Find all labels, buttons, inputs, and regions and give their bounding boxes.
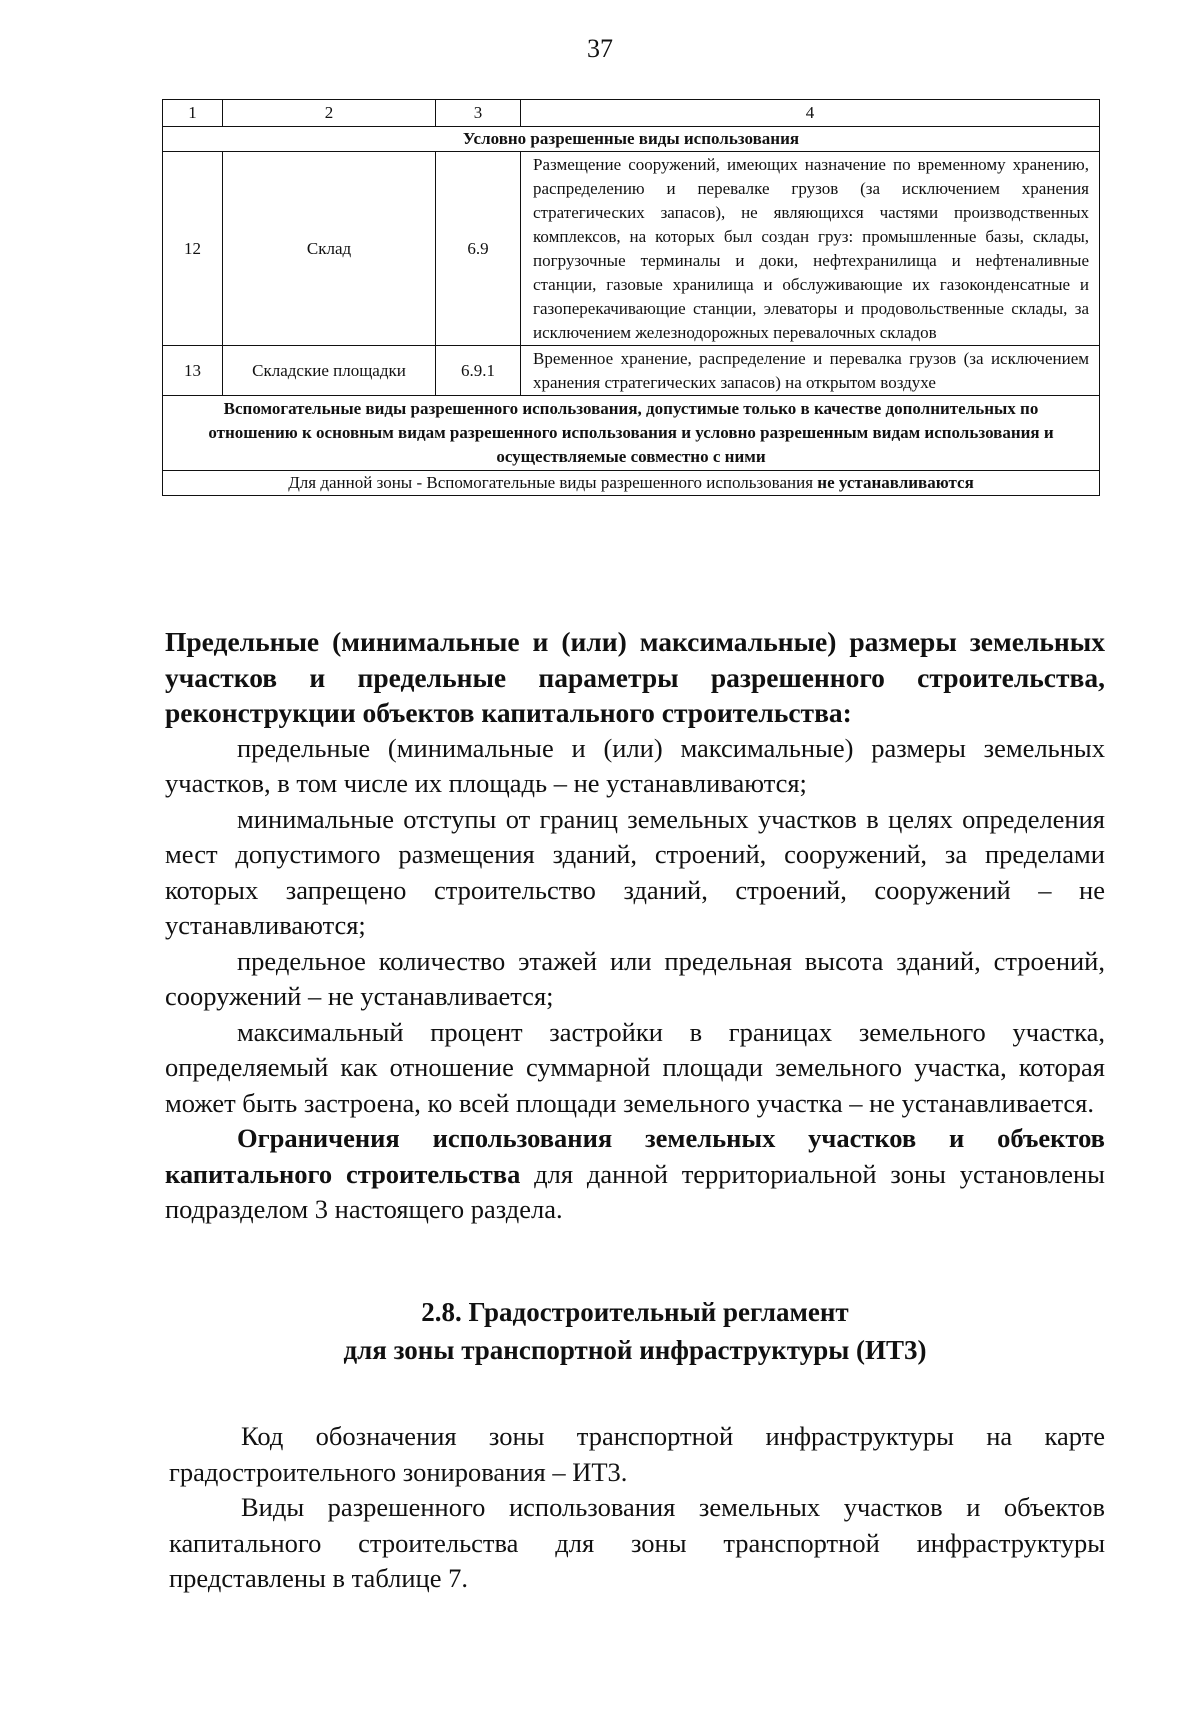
permitted-uses-table bbox=[162, 99, 1100, 496]
page-number: 37 bbox=[587, 34, 613, 63]
restrictions-rest: для данной территориальной зоны установлены подразделом 3 настоящего раздела. bbox=[165, 1158, 1105, 1224]
restrictions-bold: Ограничения использования земельных участков и объектов капитального строительства bbox=[165, 1123, 1105, 1189]
table-header-row bbox=[163, 100, 1100, 127]
section-title-line-2: для зоны транспортной инфраструктуры (ИТ3) bbox=[343, 1335, 927, 1365]
header-col-1: 1 bbox=[163, 100, 223, 127]
auxiliary-note bbox=[163, 471, 1100, 496]
limit-item: минимальные отступы от границ земельных участков в целях определения мест допустимого размещения зданий, строений, сооружений, за пределами которых запрещено строительство зданий, строений, сооружений – не устанавливаются; bbox=[165, 803, 1105, 940]
table-row bbox=[163, 152, 1100, 346]
limits-heading: Предельные (минимальные и (или) максимальные) размеры земельных участков и предельные параметры разрешенного строительства, реконструкции объектов капитального строительства: bbox=[165, 626, 1105, 728]
section-row-conditional bbox=[163, 127, 1100, 152]
restrictions-paragraph bbox=[165, 1121, 1105, 1228]
use-code: 6.9.1 bbox=[436, 346, 521, 396]
use-description: Временное хранение, распределение и перевалка грузов (за исключением хранения стратегических запасов) на открытом воздухе bbox=[521, 346, 1100, 396]
table-reference-paragraph: Виды разрешенного использования земельных участков и объектов капитального строительства для зоны транспортной инфраструктуры представлены в таблице 7. bbox=[169, 1492, 1105, 1593]
section-body bbox=[169, 1419, 1105, 1597]
limit-item: максимальный процент застройки в границах земельного участка, определяемый как отношение суммарной площади земельного участка, которая может быть застроена, ко всей площади земельного участка – не устанавливается. bbox=[165, 1016, 1105, 1118]
header-col-3: 3 bbox=[436, 100, 521, 127]
row-number: 13 bbox=[163, 346, 223, 396]
section-auxiliary-uses: Вспомогательные виды разрешенного использования, допустимые только в качестве дополнительных по отношению к основным видам разрешенного использования и условно разрешенным видам использования и осуществляемые совместно с ними bbox=[163, 396, 1100, 471]
limit-item: предельные (минимальные и (или) максимальные) размеры земельных участков, в том числе их площадь – не устанавливаются; bbox=[165, 732, 1105, 798]
header-col-2: 2 bbox=[223, 100, 436, 127]
auxiliary-note-bold: не устанавливаются bbox=[817, 473, 974, 492]
limits-block bbox=[165, 624, 1105, 1228]
header-col-4: 4 bbox=[521, 100, 1100, 127]
use-name: Склад bbox=[223, 152, 436, 346]
section-title-line-1: 2.8. Градостроительный регламент bbox=[421, 1297, 849, 1327]
limit-item: предельное количество этажей или предельная высота зданий, строений, сооружений – не устанавливается; bbox=[165, 945, 1105, 1011]
use-code: 6.9 bbox=[436, 152, 521, 346]
section-conditional-uses: Условно разрешенные виды использования bbox=[163, 127, 1100, 152]
section-title bbox=[165, 1293, 1105, 1369]
use-description: Размещение сооружений, имеющих назначение по временному хранению, распределению и перевалке грузов (за исключением хранения стратегических запасов), не являющихся частями производственных комплексов, на которых был создан груз: промышленные базы, склады, погрузочные терминалы и доки, нефтехранилища и нефтеналивные станции, газовые хранилища и обслуживающие их газоконденсатные и газоперекачивающие станции, элеваторы и продовольственные склады, за исключением железнодорожных перевалочных складов bbox=[521, 152, 1100, 346]
zone-code-paragraph: Код обозначения зоны транспортной инфраструктуры на карте градостроительного зонирования – ИТ3. bbox=[169, 1421, 1105, 1487]
auxiliary-note-text: Для данной зоны - Вспомогательные виды разрешенного использования bbox=[288, 473, 818, 492]
use-name: Складские площадки bbox=[223, 346, 436, 396]
auxiliary-note-row bbox=[163, 471, 1100, 496]
section-row-auxiliary bbox=[163, 396, 1100, 471]
row-number: 12 bbox=[163, 152, 223, 346]
table-row bbox=[163, 346, 1100, 396]
